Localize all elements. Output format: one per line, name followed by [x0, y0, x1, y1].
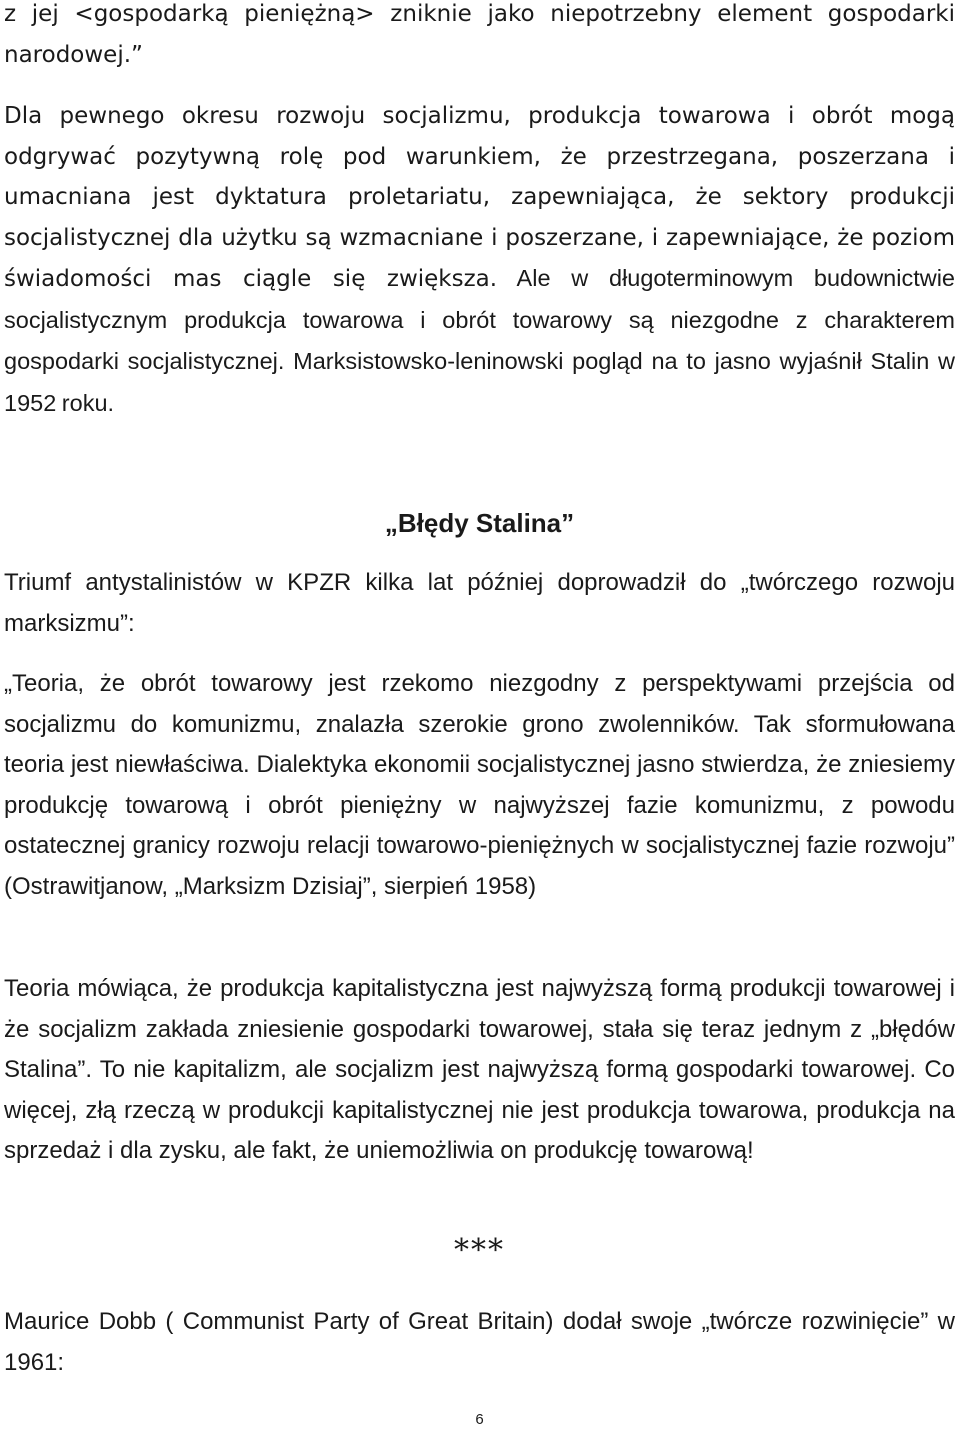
socialism-paragraph: [4, 96, 955, 424]
section-heading: „Błędy Stalina”: [384, 508, 575, 538]
dobb-paragraph: Maurice Dobb ( Communist Party of Great Britain) dodał swoje „twórcze rozwinięcie” w 1961:: [4, 1308, 955, 1376]
triumph-paragraph: Triumf antystalinistów w KPZR kilka lat później doprowadził do „twórczego rozwoju marksizmu”:: [4, 569, 955, 637]
opening-fragment-text: z jej <gospodarką pieniężną> zniknie jako niepotrzebny element gospodarki narodowej.”: [4, 1, 955, 68]
socialism-paragraph-part2: Ale w długoterminowym budownictwie socjalistycznym produkcja towarowa i obrót towarowy są niezgodne z charakterem gospodarki socjalistycznej. Marksistowsko-leninowski pogląd na to jasno wyjaśnił Stalin w 1952 roku.: [4, 265, 955, 416]
top-text-block: [4, 0, 955, 424]
section-separator: ***: [454, 1233, 505, 1268]
theory-paragraph: Teoria mówiąca, że produkcja kapitalistyczna jest najwyższą formą produkcji towarowej i że socjalizm zakłada zniesienie gospodarki towarowej, stała się teraz jednym z „błędów Stalina”. To nie kapitalizm, ale socjalizm jest najwyższą formą gospodarki towarowej. Co więcej, złą rzeczą w produkcji kapitalistycznej nie jest produkcja towarowa, produkcja na sprzedaż i dla zysku, ale fakt, że uniemożliwia on produkcję towarową!: [4, 975, 955, 1164]
socialism-paragraph-part1: Dla pewnego okresu rozwoju socjalizmu, produkcja towarowa i obrót mogą odgrywać pozytywną rolę pod warunkiem, że przestrzegana, poszerzana i umacniana jest dyktatura proletariatu, zapewniająca, że sektory produkcji socjalistycznej dla użytku są wzmacniane i poszerzane, i zapewniające, że poziom świadomości mas ciągle się zwiększa.: [4, 103, 955, 292]
document-page: [4, 0, 955, 1440]
page-number: 6: [475, 1411, 484, 1428]
quote-paragraph: „Teoria, że obrót towarowy jest rzekomo niezgodny z perspektywami przejścia od socjalizmu do komunizmu, znalazła szerokie grono zwolenników. Tak sformułowana teoria jest niewłaściwa. Dialektyka ekonomii socjalistycznej jasno stwierdza, że zniesiemy produkcję towarową i obrót pieniężny w najwyższej fazie komunizmu, z powodu ostatecznej granicy rozwoju relacji towarowo-pieniężnych w socjalistycznej fazie rozwoju” (Ostrawitjanow, „Marksizm Dzisiaj”, sierpień 1958): [4, 670, 955, 900]
opening-fragment-paragraph: [4, 0, 955, 75]
